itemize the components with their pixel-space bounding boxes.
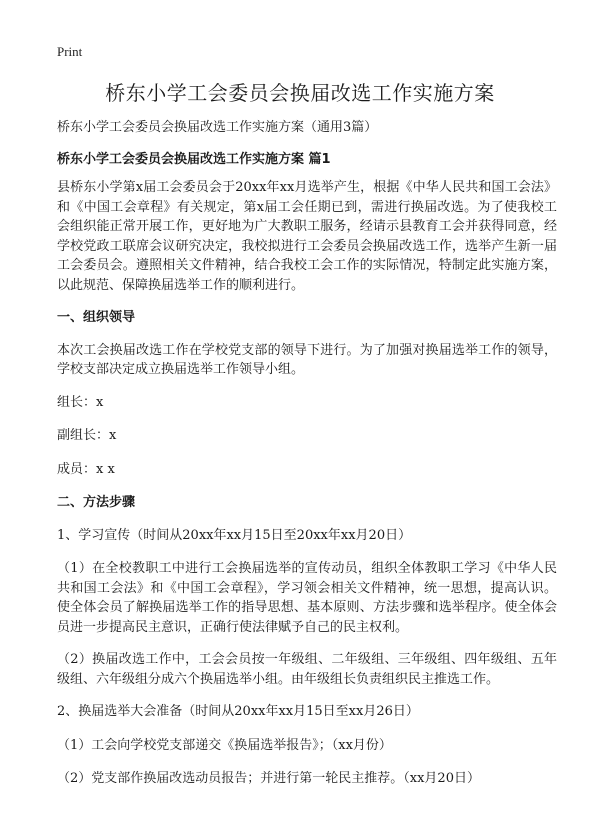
vice-leader-line: 副组长：x [57, 428, 117, 443]
document-body [57, 118, 557, 789]
section-heading-organization: 一、组织领导 [57, 310, 136, 325]
step1-paragraph-1: （1）在全校教职工中进行工会换届选举的宣传动员，组织全体教职工学习《中华人民共和国工会法》和《中国工会章程》，学习领会相关文件精神，统一思想，提高认识。使全体会员了解换届选举工作的指导思想、基本原则、方法步骤和选举程序。使全体会员进一步提高民主意识，正确行使法律赋予自己的民主权利。 [57, 561, 557, 635]
section-heading-methods: 二、方法步骤 [57, 495, 136, 510]
page-title: 桥东小学工会委员会换届改选工作实施方案 [105, 81, 495, 105]
step1-heading: 1、学习宣传（时间从20xx年xx月15日至20xx年xx月20日） [57, 527, 412, 543]
step1-paragraph-2: （2）换届改选工作中，工会会员按一年级组、二年级组、三年级组、四年级组、五年级组、六年级组分成六个换届选举小组。由年级组长负责组织民主推选工作。 [57, 652, 557, 687]
step2-paragraph-2: （2）党支部作换届改选动员报告；并进行第一轮民主推荐。（xx月20日） [57, 771, 480, 786]
document-subtitle: 桥东小学工会委员会换届改选工作实施方案（通用3篇） [57, 120, 378, 135]
members-line: 成员：x x [57, 461, 115, 477]
leader-line: 组长：x [57, 394, 104, 410]
article-title: 桥东小学工会委员会换届改选工作实施方案 篇1 [57, 151, 331, 167]
step2-heading: 2、换届选举大会准备（时间从20xx年xx月15日至xx月26日） [57, 704, 419, 719]
intro-paragraph: 县桥东小学第x届工会委员会于20xx年xx月选举产生，根据《中华人民共和国工会法》和《中国工会章程》有关规定，第x届工会任期已到，需进行换届改选。为了使我校工会组织能正常开展工作，更好地为广大教职工服务，经请示县教育工会并获得同意，经学校党政工联席会议研究决定，我校拟进行工会委员会换届改选工作，选举产生新一届工会委员会。遵照相关文件精神，结合我校工会工作的实际情况，特制定此实施方案，以此规范、保障换届选举工作的顺利进行。 [57, 180, 557, 293]
print-link[interactable]: Print [57, 44, 83, 59]
step2-paragraph-1: （1）工会向学校党支部递交《换届选举报告》；（xx月份） [57, 737, 392, 753]
organization-paragraph: 本次工会换届改选工作在学校党支部的领导下进行。为了加强对换届选举工作的领导，学校支部决定成立换届选举工作领导小组。 [57, 342, 557, 377]
